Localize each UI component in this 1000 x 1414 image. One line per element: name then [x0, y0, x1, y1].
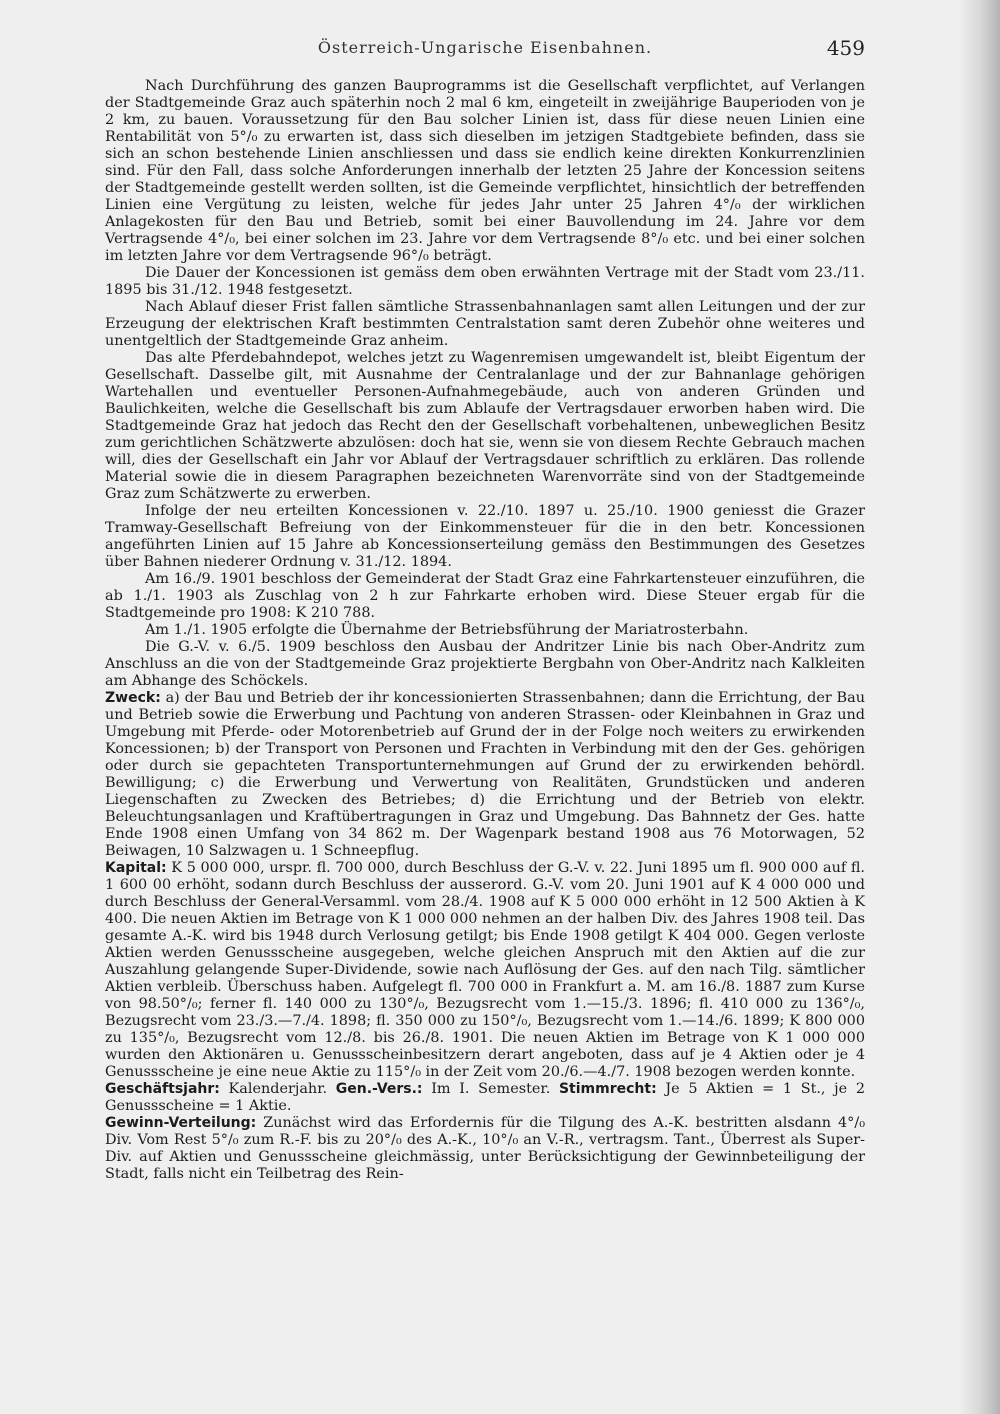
section-zweck [105, 690, 865, 860]
section-kapital [105, 860, 865, 1081]
page-header [105, 38, 865, 64]
section-label: Gewinn-Verteilung: [105, 1115, 257, 1131]
section-label: Geschäftsjahr: [105, 1081, 220, 1097]
section-label-stimmrecht: Stimmrecht: [558, 1081, 657, 1097]
section-text: K 5 000 000, urspr. fl. 700 000, durch Beschluss der G.-V. v. 22. Juni 1895 um fl. 900 000 auf fl. 1 600 00 erhöht, sodann durch Beschluss der ausserord. G.-V. vom 20. Juni 1901 auf K 4 000 000 und durch Beschluss der General-Versamml. vom 28./4. 1908 auf K 5 000 000 erhöht in 12 500 Aktien à K 400. Die neuen Aktien im Betrage von K 1 000 000 nehmen an der halben Div. des Jahres 1908 teil. Das gesamte A.-K. wird bis 1948 durch Verlosung getilgt; bis Ende 1908 getilgt K 404 000. Gegen verloste Aktien werden Genussscheine ausgegeben, welche gleichen Anspruch mit den Aktien auf die zur Auszahlung gelangende Super-Dividende, sowie nach Auflösung der Ges. auf den nach Tilg. sämtlicher Aktien verbleib. Überschuss haben. Aufgelegt fl. 700 000 in Frankfurt a. M. am 16./8. 1887 zum Kurse von 98.50°/₀; ferner fl. 140 000 zu 130°/₀, Bezugsrecht vom 1.—15./3. 1896; fl. 410 000 zu 136°/₀, Bezugsrecht vom 23./3.—7./4. 1898; fl. 350 000 zu 150°/₀, Bezugsrecht vom 1.—14./6. 1899; K 800 000 zu 135°/₀, Bezugsrecht vom 12./8. bis 26./8. 1901. Die neuen Aktien im Betrage von K 1 000 000 wurden den Aktionären u. Genussscheinbesitzern derart angeboten, dass auf je 4 Aktien oder je 4 Genussscheine je eine neue Aktie zu 115°/₀ in der Zeit vom 20./6.—4./7. 1908 bezogen werden konnte. [105, 860, 865, 1080]
section-label-gen-vers: Gen.-Vers.: [335, 1081, 423, 1097]
section-text: a) der Bau und Betrieb der ihr koncessionierten Strassenbahnen; dann die Errichtung, der Bau und Betrieb sowie die Erwerbung und Pachtung von anderen Strassen- oder Kleinbahnen in Graz und Umgebung mit Pferde- oder Motorenbetrieb auf Grund der in der Folge noch weiters zu erwirkenden Koncessionen; b) der Transport von Personen und Frachten in Verbindung mit den der Ges. gehörigen oder durch sie gepachteten Transportunternehmungen auf Grund der zu erwirkenden behördl. Bewilligung; c) die Erwerbung und Verwertung von Realitäten, Grundstücken und anderen Liegenschaften zu Zwecken des Betriebes; d) die Errichtung und der Betrieb von elektr. Beleuchtungsanlagen und Kraftübertragungen in Graz und Umgebung. Das Bahnnetz der Ges. hatte Ende 1908 einen Umfang von 34 862 m. Der Wagenpark bestand 1908 aus 76 Motorwagen, 52 Beiwagen, 10 Salzwagen u. 1 Schneepflug. [105, 690, 865, 859]
section-text: Kalenderjahr. [219, 1081, 336, 1097]
section-label: Kapital: [105, 860, 167, 876]
paragraph: Nach Durchführung des ganzen Bauprogramms ist die Gesellschaft verpflichtet, auf Verlangen der Stadtgemeinde Graz auch späterhin noch 2 mal 6 km, eingeteilt in zweijährige Bauperioden von je 2 km, zu bauen. Voraussetzung für den Bau solcher Linien ist, dass für diese neuen Linien eine Rentabilität von 5°/₀ zu erwarten ist, dass sich dieselben im jetzigen Stadtgebiete befinden, dass sie sich an schon bestehende Linien anschliessen und dass sie endlich keine direkten Konkurrenzlinien sind. Für den Fall, dass solche Anforderungen innerhalb der letzten 25 Jahre der Koncession seitens der Stadtgemeinde gestellt werden sollten, ist die Gemeinde verpflichtet, hinsichtlich der betreffenden Linien eine Vergütung zu leisten, welche für jedes Jahr unter 25 Jahren 4°/₀ der wirklichen Anlagekosten für den Bau und Betrieb, somit bei einer Bauvollendung im 24. Jahre vor dem Vertragsende 4°/₀, bei einer solchen im 23. Jahre vor dem Vertragsende 8°/₀ etc. und bei einer solchen im letzten Jahre vor dem Vertragsende 96°/₀ beträgt. [105, 78, 865, 264]
section-text: Zunächst wird das Erfordernis für die Tilgung des A.-K. bestritten alsdann 4°/₀ Div. Vom Rest 5°/₀ zum R.-F. bis zu 20°/₀ des A.-K., 10°/₀ an V.-R., vertragsm. Tant., Überrest als Super-Div. auf Aktien und Genussscheine gleichmässig, unter Berücksichtigung der Gewinnbeteiligung der Stadt, falls nicht ein Teilbetrag des Rein- [105, 1115, 865, 1182]
paragraph: Nach Ablauf dieser Frist fallen sämtliche Strassenbahnanlagen samt allen Leitungen und der zur Erzeugung der elektrischen Kraft bestimmten Centralstation samt deren Zubehör ohne weiteres und unentgeltlich der Stadtgemeinde Graz anheim. [105, 299, 865, 349]
section-text: Im I. Semester. [422, 1081, 559, 1097]
section-text: Je 5 Aktien = 1 St., je 2 Genussscheine = 1 Aktie. [105, 1081, 866, 1114]
body-text [105, 78, 865, 1183]
paragraph: Das alte Pferdebahndepot, welches jetzt zu Wagenremisen umgewandelt ist, bleibt Eigentum der Gesellschaft. Dasselbe gilt, mit Ausnahme der Centralanlage und der zur Bahnanlage gehörigen Wartehallen und eventueller Personen-Aufnahmegebäude, auch von anderen Gründen und Baulichkeiten, welche die Gesellschaft bis zum Ablaufe der Vertragsdauer erworben haben wird. Die Stadtgemeinde Graz hat jedoch das Recht den der Gesellschaft vorbehaltenen, unbeweglichen Besitz zum gerichtlichen Schätzwerte abzulösen: doch hat sie, wenn sie von diesem Rechte Gebrauch machen will, dies der Gesellschaft ein Jahr vor Ablauf der Vertragsdauer schriftlich zu erklären. Das rollende Material sowie die in diesem Paragraphen bezeichneten Warenvorräte sind von der Stadtgemeinde Graz zum Schätzwerte zu erwerben. [105, 350, 865, 502]
paragraph: Die G.-V. v. 6./5. 1909 beschloss den Ausbau der Andritzer Linie bis nach Ober-Andritz zum Anschluss an die von der Stadtgemeinde Graz projektierte Bergbahn von Ober-Andritz nach Kalkleiten am Abhange des Schöckels. [105, 639, 865, 689]
section-gewinn-verteilung [105, 1115, 865, 1183]
paragraph: Am 1./1. 1905 erfolgte die Übernahme der Betriebsführung der Mariatrosterbahn. [145, 622, 749, 638]
paragraph: Die Dauer der Koncessionen ist gemäss dem oben erwähnten Vertrage mit der Stadt vom 23./11. 1895 bis 31./12. 1948 festgesetzt. [105, 265, 865, 298]
running-title: Österreich-Ungarische Eisenbahnen. [317, 38, 653, 57]
page-number: 459 [826, 36, 865, 60]
section-label: Zweck: [105, 690, 161, 706]
paragraph: Am 16./9. 1901 beschloss der Gemeinderat der Stadt Graz eine Fahrkartensteuer einzuführen, die ab 1./1. 1903 als Zuschlag von 2 h zur Fahrkarte erhoben wird. Diese Steuer ergab für die Stadtgemeinde pro 1908: K 210 788. [105, 571, 865, 621]
page-edge-shadow [958, 0, 1000, 1414]
section-geschaeftsjahr [105, 1081, 865, 1115]
paragraph: Infolge der neu erteilten Koncessionen v. 22./10. 1897 u. 25./10. 1900 geniesst die Grazer Tramway-Gesellschaft Befreiung von der Einkommensteuer für die in den betr. Koncessionen angeführten Linien auf 15 Jahre ab Koncessionserteilung gemäss den Bestimmungen des Gesetzes über Bahnen niederer Ordnung v. 31./12. 1894. [105, 503, 865, 570]
